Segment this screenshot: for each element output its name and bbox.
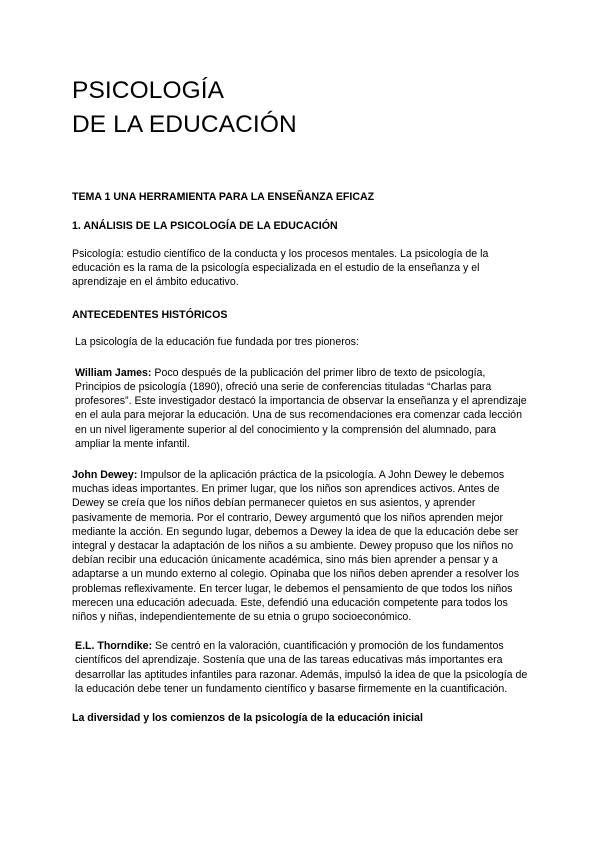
title-line-2: DE LA EDUCACIÓN [72,111,297,138]
pioneer-name: John Dewey: [72,469,138,482]
tema-heading: TEMA 1 UNA HERRAMIENTA PARA LA ENSEÑANZA EFICAZ [72,191,375,203]
title-line-1: PSICOLOGÍA [72,77,225,104]
antecedentes-heading: ANTECEDENTES HISTÓRICOS [72,308,228,321]
diversity-heading: La diversidad y los comienzos de la psicología de la educación inicial [72,712,423,725]
pioneer-william-james [72,366,528,451]
definition-paragraph: Psicología: estudio científico de la conducta y los procesos mentales. La psicología de la educación es la rama de la psicología especializada en el estudio de la enseñanza y el aprendizaje en el ámbito educativo. [72,248,489,289]
pioneer-text: Impulsor de la aplicación práctica de la psicología. A John Dewey le debemos muchas ideas importantes. En primer lugar, que los niños son aprendices activos. Antes de Dewey se creía que los niños debían permanecer quietos en sus asientos, y aprender pasivamente de memoria. Por el contrario, Dewey argumentó que los niños aprenden mejor mediante la acción. En segundo lugar, debemos a Dewey la idea de que la educación debe ser integral y destacar la adaptación de los niños a su ambiente. Dewey propuso que los niños no debían recibir una educación únicamente académica, sino más bien aprender a pensar y a adaptarse a un mundo externo al colegio. Opinaba que los niños deben aprender a resolver los problemas reflexivamente. En tercer lugar, le debemos el pensamiento de que todos los niños merecen una educación adecuada. Este, defendió una educación competente para todos los niños y niñas, independientemente de su etnia o grupo socioeconómico. [72,469,520,624]
document-title [72,74,528,142]
pioneer-thorndike [72,639,528,696]
pioneer-name: William James: [75,366,152,379]
intro-paragraph: La psicología de la educación fue fundada por tres pioneros: [75,335,359,348]
pioneer-text: Se centró en la valoración, cuantificación y promoción de los fundamentos científicos del aprendizaje. Sostenía que una de las tareas educativas más importantes era desarrollar las aptitudes infantiles para razonar. Además, impulsó la idea de que la psicología de la educación debe tener un fundamento científico y basarse firmemente en la cuantificación. [75,640,528,695]
section-1-heading: 1. ANÁLISIS DE LA PSICOLOGÍA DE LA EDUCACIÓN [72,220,338,232]
pioneer-text: Poco después de la publicación del primer libro de texto de psicología, Principios de psicología (1890), ofreció una serie de conferencias tituladas “Charlas para profesores”. Este investigador destacó la importancia de observar la enseñanza y el aprendizaje en el aula para mejorar la educación. Una de sus recomendaciones era comenzar cada lección en un nivel ligeramente superior al del conocimiento y la comprensión del alumnado, para ampliar la mente infantil. [75,366,527,450]
pioneer-name: E.L. Thorndike: [75,640,153,653]
pioneer-john-dewey [72,468,528,624]
